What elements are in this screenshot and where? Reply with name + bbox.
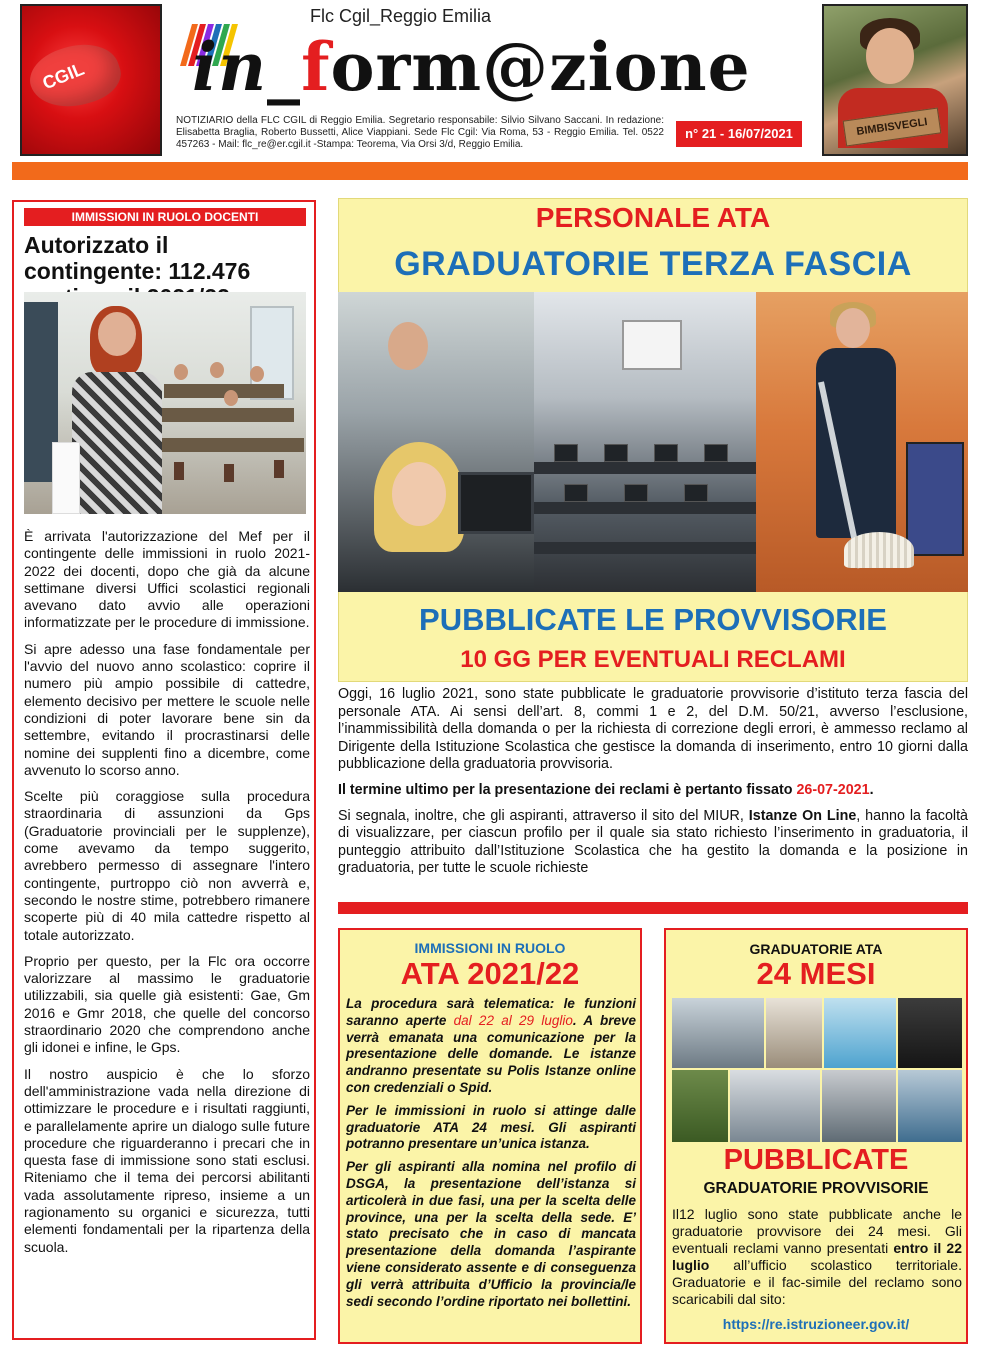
masthead-info: NOTIZIARIO della FLC CGIL di Reggio Emilia. Segretario responsabile: Silvio Silvano Saccani. In redazione: Elisabetta Braglia, Roberto Bussetti, Alice Viappiani. Sede Flc Cgil: Via Roma, 53 - Reggio Emilia. Tel. 0522 457263 - Mail: flc_re@er.cgil.it -Stampa: Teorema, Via Orsi 3/d, Reggio Emilia. [176, 115, 664, 150]
left-article-body: È arrivata l'autorizzazione del Mef per il contingente delle immissioni in ruolo 2021-2022 dei docenti, dopo che già da alcune settimane diversi Uffici scolastici regionali avevano dato avvio alle operazioni informatizzate per le procedure di immissione. Si apre adesso una fase fondamentale per l'avvio del nuovo anno scolastico: coprire il numero più ampio possibile di cattedre, elemento decisivo per mettere le scuole nelle condizioni di poter lavorare bene sin da settembre, evitando il procrastinarsi delle nomine dei supplenti fino a dicembre, come avvenuto lo scorso anno. Scelte più coraggiose sulla procedura straordinaria di assunzioni da Gps (Graduatorie provinciali per le supplenze), come avevamo da tempo suggerito, avrebbero permesso di assegnare l'intero contingente, purtroppo ciò non avverrà e, secondo le nostre stime, potrebbero rimanere scoperte più di 40 mila cattedre rispetto al totale autorizzato. Proprio per questo, per la Flc ora occorre valorizzare al massimo le graduatorie utilizzabili, sia quelle già esistenti: Gae, Gm 2016 e Gmr 2018, che quelle del concorso straordinario 2020 che comprendono anche gli idonei e infine, le Gps. Il nostro auspicio è che lo sforzo dell'amministrazione vada nella direzione di ottimizzare le procedure e i risultati raggiunti, e parallelamente aprire un dialogo sulle future procedure che riguarderanno i precari che in questa fase di immissione sono stati esclusi. Riteniamo che il tema dei percorsi abilitanti vada assolutamente ripreso, insieme a un ragionamento su organici e sicurezza, tutti elementi fondamentali per la ripartenza della scuola. [24, 528, 310, 1255]
child-protest-photo: BIMBISVEGLI [822, 4, 968, 156]
ata-roles-mosaic [672, 998, 962, 1142]
header-divider [12, 162, 968, 180]
ata-photo-collage [338, 292, 968, 592]
immissioni-ata-title: ATA 2021/22 [400, 956, 580, 991]
ata-banner-deadline: 10 GG PER EVENTUALI RECLAMI [460, 646, 846, 673]
ata-banner-subtitle: GRADUATORIE TERZA FASCIA [394, 245, 912, 283]
deadline-22-july: entro il 22 luglio [672, 1240, 962, 1273]
newsletter-logo: in_form@zione [192, 28, 751, 106]
left-article-kicker: IMMISSIONI IN RUOLO DOCENTI [24, 208, 306, 226]
issue-badge: n° 21 - 16/07/2021 [676, 121, 802, 147]
graduatorie-24-mesi-subtitle: GRADUATORIE PROVVISORIE [703, 1180, 929, 1197]
deadline-date: 26-07-2021 [796, 781, 870, 798]
graduatorie-24-mesi-title: 24 MESI [756, 956, 876, 991]
classroom-photo [24, 292, 306, 514]
section-divider [338, 902, 968, 914]
istruzione-er-link[interactable]: https://re.istruzioneer.gov.it/ [722, 1316, 910, 1332]
istanze-online-label: Istanze On Line [748, 807, 857, 824]
ata-banner-title: PERSONALE ATA [535, 202, 771, 233]
application-dates: dal 22 al 29 luglio [453, 1012, 573, 1028]
org-name: Flc Cgil_Reggio Emilia [310, 6, 492, 26]
immissioni-ata-body: La procedura sarà telematica: le funzioni saranno aperte dal 22 al 29 luglio. A breve verrà emanata una comunicazione per la presentazione delle domande. Le istanze andranno presentate su Polis Istanze online con credenziali o Spid. Per le immissioni in ruolo si attinge dalle graduatorie ATA 24 mesi. Gli aspiranti potranno presentare un’unica istanza. Per gli aspiranti alla nomina nel profilo di DSGA, la presentazione dell’istanza si articolerà in due fasi, una per la scelta delle province, una per la scelta della sede. E’ stato precisato che in caso di mancata presentazione della domanda l’aspirante viene considerato assente e di conseguenza gli verrà attribuita d’Ufficio la provincia/le sedi secondo l’ordine riportato nei bollettini. [346, 996, 636, 1309]
ata-banner-headline: PUBBLICATE LE PROVVISORIE [419, 602, 887, 637]
graduatorie-24-mesi-kicker: GRADUATORIE ATA [749, 941, 883, 957]
immissioni-ata-kicker: IMMISSIONI IN RUOLO [414, 940, 566, 956]
ata-article-body: Oggi, 16 luglio 2021, sono state pubblicate le graduatorie provvisorie d’istituto terza fascia del personale ATA. Ai sensi dell’art. 8, commi 1 e 2, del D.M. 50/21, avverso l’esclusione, l’inammissibilità della domanda o per la richiesta di correzione degli errori, è ammesso reclamo al Dirigente della Istituzione Scolastica che gestisce la domanda di inserimento, entro 10 giorni dalla pubblicazione della graduatoria provvisoria. Il termine ultimo per la presentazione dei reclami è pertanto fissato 26-07-2021. Si segnala, inoltre, che gli aspiranti, attraverso il sito del MIUR, Istanze On Line, hanno la facoltà di visualizzare, per ciascun profilo per il quale sia stato richiesto l’inserimento in graduatoria, il punteggio attribuito dall’Istituzione Scolastica che ha gestito la domanda e la posizione in graduatoria, per tutte le scuole richieste [338, 686, 968, 877]
left-article-title: Autorizzato il contingente: 112.476 [24, 232, 251, 284]
graduatorie-24-mesi-body: Il12 luglio sono state pubblicate anche le graduatorie provvisore dei 24 mesi. Gli eventuali reclami vanno presentati entro il 22 luglio all’ufficio scolastico territoriale. Graduatorie e il fac-simile del reclamo sono scaricabili dal sito: [672, 1206, 962, 1307]
cgil-flag-photo: CGIL [20, 4, 162, 156]
graduatorie-24-mesi-headline: PUBBLICATE [723, 1144, 909, 1176]
